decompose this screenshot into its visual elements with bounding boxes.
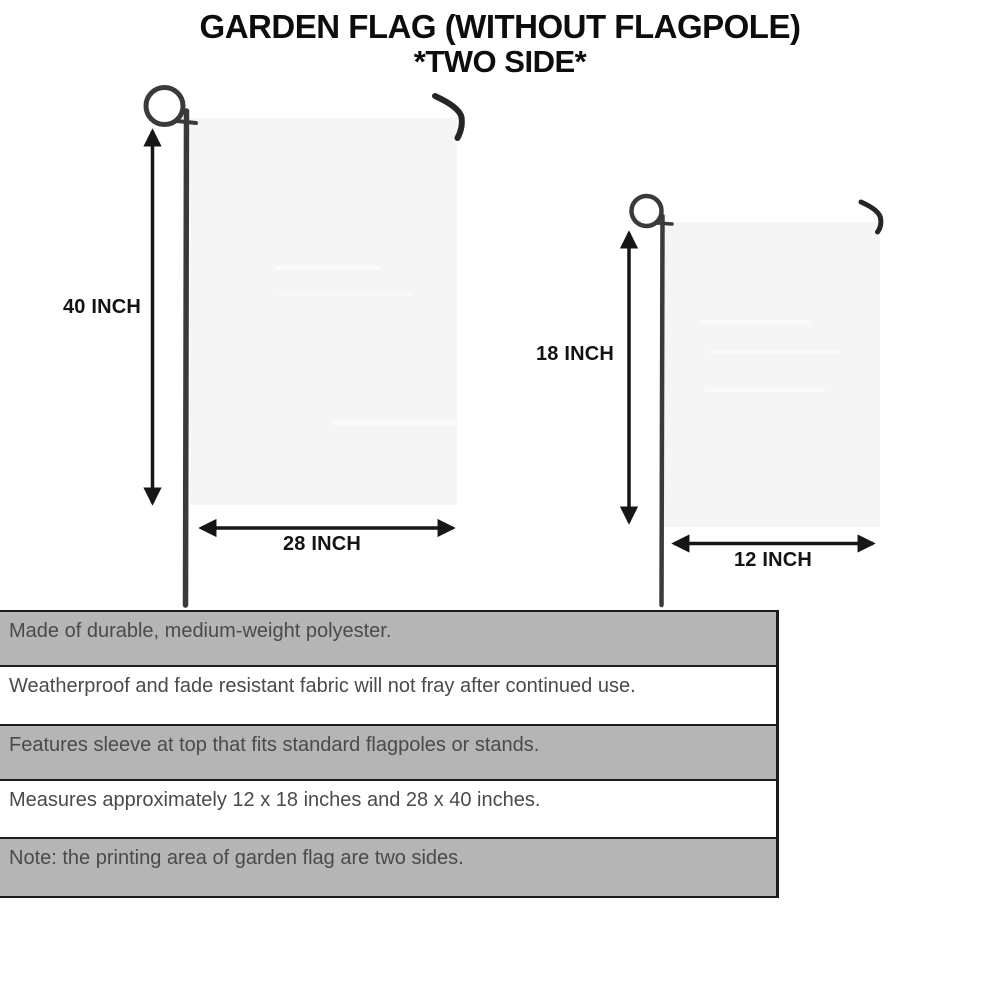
title-line-1: GARDEN FLAG (WITHOUT FLAGPOLE) [199,8,801,45]
small-flag-height-label: 18 INCH [535,343,615,365]
feature-text: Features sleeve at top that fits standard flagpoles or stands. [9,734,540,756]
small-flag-fabric [664,222,880,527]
feature-row [0,837,776,898]
feature-text: Note: the printing area of garden flag are two sides. [9,847,464,869]
feature-row [0,667,776,724]
feature-row [0,610,776,667]
large-flag-pole-loop-icon [146,88,183,125]
small-flag-pole-loop-icon [632,196,662,226]
large-flag-fabric [190,118,457,505]
large-flag-width-label: 28 INCH [282,533,362,555]
large-flag-height-label: 40 INCH [62,296,142,318]
small-flag-width-label: 12 INCH [733,549,813,571]
feature-row [0,724,776,781]
feature-text: Weatherproof and fade resistant fabric will not fray after continued use. [9,675,636,697]
large-flag-group [146,88,470,606]
large-flag-hook-icon [435,96,462,138]
feature-text: Measures approximately 12 x 18 inches and 28 x 40 inches. [9,789,541,811]
small-flag-group [629,196,881,605]
small-flag-pole [662,216,663,605]
small-flag-hook-icon [861,202,881,232]
large-flag-pole [186,111,187,605]
features-table [0,610,779,898]
feature-text: Made of durable, medium-weight polyester. [9,620,392,642]
page-title [0,8,1000,79]
feature-row [0,781,776,837]
title-line-2: *TWO SIDE* [413,44,587,79]
